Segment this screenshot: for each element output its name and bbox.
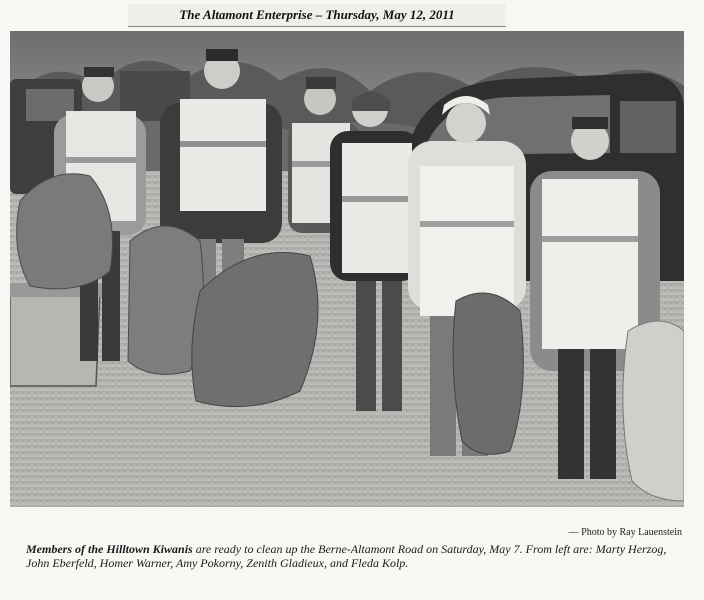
- photo-caption: [26, 542, 686, 570]
- newspaper-masthead: [128, 4, 506, 27]
- photo-illustration: [10, 31, 684, 507]
- caption-body: are ready to clean up the Berne-Altamont Road on Saturday, May 7. From left are: Marty Herzog, John Eberfeld, Homer Warner, Amy Pokorny, Zenith Gladieux, and Fleda Kolp.: [26, 542, 667, 570]
- masthead-text: The Altamont Enterprise – Thursday, May 12, 2011: [179, 7, 455, 22]
- photo-credit: — Photo by Ray Lauenstein: [568, 527, 682, 538]
- caption-lead: Members of the Hilltown Kiwanis: [26, 542, 193, 556]
- news-photo: [10, 31, 684, 507]
